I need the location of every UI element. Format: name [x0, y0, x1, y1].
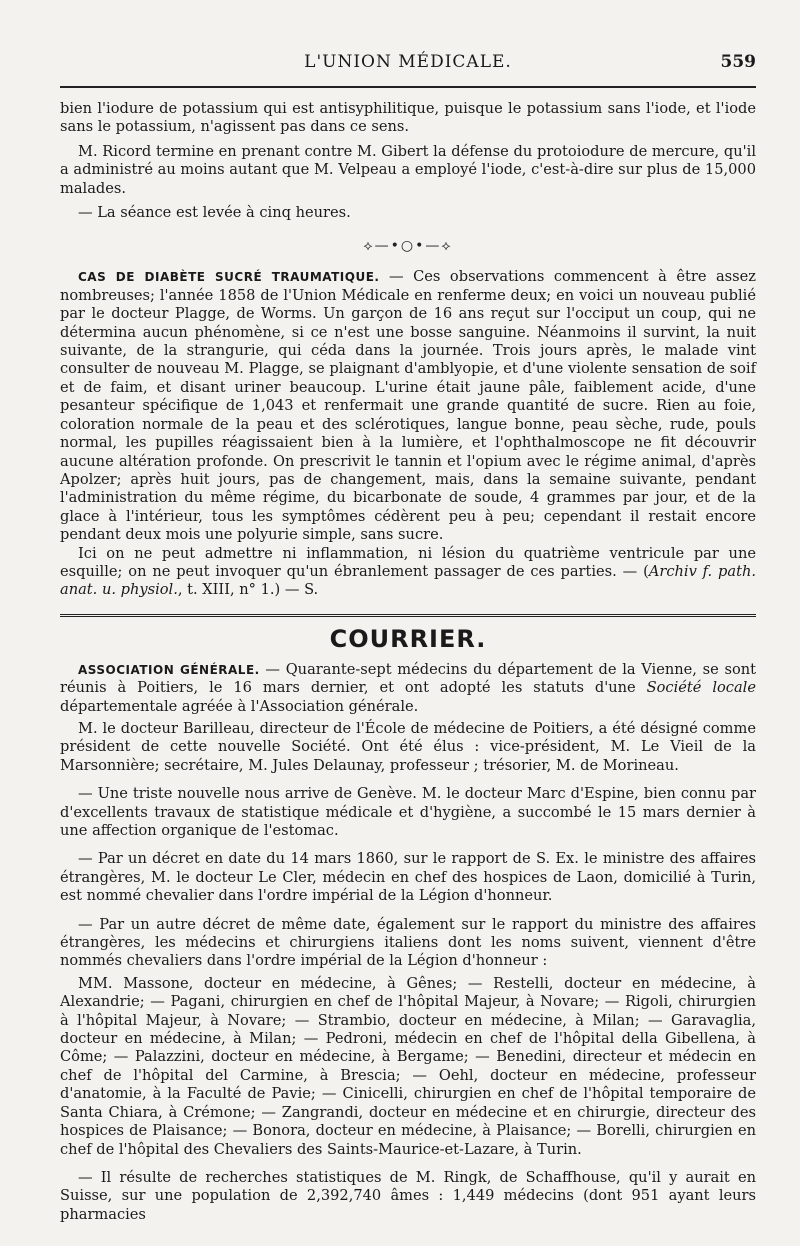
societe-locale: Société locale: [646, 679, 756, 697]
citation-journal: Archiv f. path. anat. u. physiol.: [60, 562, 756, 599]
paragraph-ricord: M. Ricord termine en prenant contre M. Gibert la défense du protoiodure de mercure, qu'il a administré au moins autant que M. Velpeau a employé l'iode, c'est-à-dire sur plus de 15,000 malades.: [60, 142, 756, 197]
citation-end: , t. XIII, n° 1.) — S.: [177, 581, 319, 599]
paragraph-espine: — Une triste nouvelle nous arrive de Genève. M. le docteur Marc d'Espine, bien connu par d'excellents travaux de statistique médicale et d'hygiène, a succombé le 15 mars dernier à une affection organique de l'estomac.: [60, 785, 756, 839]
journal-title: L'UNION MÉDICALE.: [304, 52, 512, 72]
section-heading-diabete: CAS DE DIABÈTE SUCRÉ TRAUMATIQUE.: [78, 270, 380, 285]
paragraph-barilleau: M. le docteur Barilleau, directeur de l'École de médecine de Poitiers, a été désigné comme président de cette nouvelle Société. Ont été élus : vice-président, M. Le Vieil de la Marsonnière; secrétaire, M. Jules Delaunay, professeur ; trésorier, M. de Morineau.: [60, 719, 756, 774]
association-text-1: — Quarante-sept médecins du département de la Vienne, se sont réunis à Poitiers, le 16 mars dernier, et ont adopté les statuts d'une: [60, 660, 756, 697]
paragraph-decret-le-cler: — Par un décret en date du 14 mars 1860, sur le rapport de S. Ex. le ministre des affaires étrangères, M. le docteur Le Cler, médecin en chef des hospices de Laon, domicilié à Turin, est nommé chevalier dans l'ordre impérial de la Légion d'honneur.: [60, 850, 756, 905]
courrier-title: COURRIER.: [329, 624, 487, 653]
paragraph-diabete-conclusion: [60, 545, 756, 600]
conclusion-text: Ici on ne peut admettre ni inflammation, ni lésion du quatrième ventricule par une esquille; on ne peut invoquer qu'un ébranlement passager de ces parties. — (: [60, 544, 756, 580]
paragraph-association: [60, 661, 756, 716]
paragraph-diabete: [60, 268, 756, 544]
page-header: [60, 52, 756, 82]
paragraph-iodure: bien l'iodure de potassium qui est antisyphilitique, puisque le potassium sans l'iode, et l'iode sans le potassium, n'agissent pas dans ce sens.: [60, 100, 756, 136]
diabete-body: — Ces observations commencent à être assez nombreuses; l'année 1858 de l'Union Médicale en renferme deux; en voici un nouveau publié par le docteur Plagge, de Worms. Un garçon de 16 ans reçut sur l'occiput un coup, qui ne détermina aucun phénomène, si ce n'est une bosse sanguine. Néanmoins il survint, la nuit suivante, de la strangurie, qui céda dans la journée. Trois jours après, le malade vint consulter de nouveau M. Plagge, se plaignant d'amblyopie, et d'une violente sensation de soif et de faim, et disant uriner beaucoup. L'urine était jaune pâle, faiblement acide, d'une pesanteur spécifique de 1,043 et renfermait une grande quantité de sucre. Rien au foie, coloration normale de la peau et des sclérotiques, langue bonne, peau sèche, rude, pouls normal, les pupilles réagissaient bien à la lumière, et l'ophthalmoscope ne fit découvrir aucune altération profonde. On prescrivit le tannin et l'opium avec le régime animal, d'après Apolzer; après huit jours, pas de changement, mais, dans la semaine suivante, pendant l'administration du même régime, du bicarbonate de soude, 4 grammes par jour, et de la glace à l'intérieur, tous les symptômes cédèrent peu à peu; cependant il restait encore pendant deux mois une polyurie simple, sans sucre.: [60, 268, 756, 544]
section-heading-association: ASSOCIATION GÉNÉRALE.: [78, 662, 260, 677]
paragraph-decret-italiens: — Par un autre décret de même date, également sur le rapport du ministre des affaires étrangères, les médecins et chirurgiens italiens dont les noms suivent, viennent d'être nommés chevaliers dans l'ordre impérial de la Légion d'honneur :: [60, 915, 756, 970]
section-ornament: ⟡—•○•—⟡: [363, 238, 453, 255]
association-text-2: départementale agréée à l'Association générale.: [60, 697, 419, 715]
paragraph-seance: — La séance est levée à cinq heures.: [78, 204, 351, 222]
paragraph-ringk: — Il résulte de recherches statistiques de M. Ringk, de Schaffhouse, qu'il y aurait en Suisse, sur une population de 2,392,740 âmes : 1,449 médecins (dont 951 ayant leurs pharmacies: [60, 1168, 756, 1223]
courrier-rule: [60, 614, 756, 617]
page-number: 559: [720, 52, 756, 72]
paragraph-liste-chevaliers: MM. Massone, docteur en médecine, à Gênes; — Restelli, docteur en médecine, à Alexandrie; — Pagani, chirurgien en chef de l'hôpital Majeur, à Novare; — Rigoli, chirurgien à l'hôpital Majeur, à Novare; — Strambio, docteur en médecine, à Milan; — Garavaglia, docteur en médecine, à Milan; — Pedroni, médecin en chef de l'hôpital della Gibellena, à Côme; — Palazzini, docteur en médecine, à Bergame; — Benedini, directeur et médecin en chef de l'hôpital del Carmine, à Brescia; — Oehl, docteur en médecine, professeur d'anatomie, à la Faculté de Pavie; — Cinicelli, chirurgien en chef de l'hôpital temporaire de Santa Chiara, à Crémone; — Zangrandi, docteur en médecine et en chirurgie, directeur des hospices de Plaisance; — Bonora, docteur en médecine, à Plaisance; — Borelli, chirurgien en chef de l'hôpital des Chevaliers des Saints-Maurice-et-Lazare, à Turin.: [60, 974, 756, 1158]
